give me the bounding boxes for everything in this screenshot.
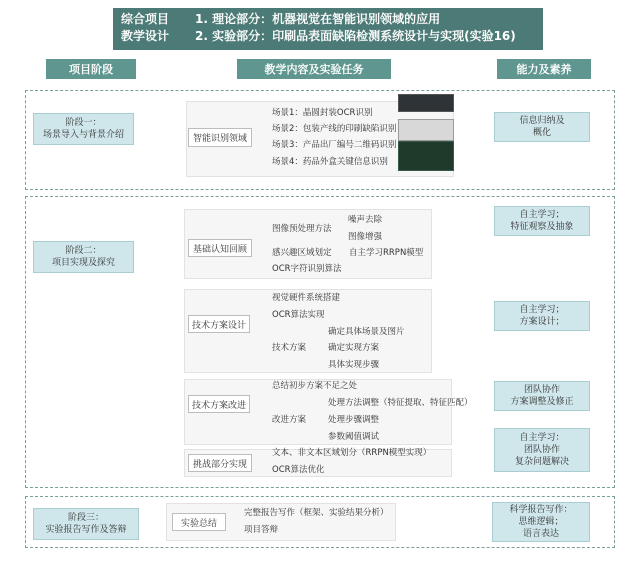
basic-item-preprocess: 图像预处理方法 xyxy=(272,224,332,234)
ability2-line1: 自主学习； xyxy=(519,305,565,315)
stage3-ability-line1: 科学报告写作： xyxy=(509,505,573,515)
scene-2-image xyxy=(398,119,454,141)
improve-item-plan: 改进方案 xyxy=(272,415,307,425)
scene-3: 场景3：产品出厂编号二维码识别 xyxy=(272,140,397,150)
design-item-hardware: 视觉硬件系统搭建 xyxy=(272,293,341,303)
stage3-phase-box xyxy=(33,508,139,540)
header-phase: 项目阶段 xyxy=(46,59,136,79)
stage1-ability-line2: 概化 xyxy=(532,128,551,138)
scene-1: 场景1：晶圆封装OCR识别 xyxy=(272,108,373,118)
stage1-topic-box: 智能识别领域 xyxy=(188,128,252,147)
stage3-item-defense: 项目答辩 xyxy=(244,525,279,535)
design-item-ocr: OCR算法实现 xyxy=(272,310,325,320)
challenge-item-ocr: OCR算法优化 xyxy=(272,465,325,475)
challenge-item-rrpn: 文本、非文本区域划分（RRPN模型实现） xyxy=(272,448,432,458)
basic-item-roi: 感兴趣区域划定 xyxy=(272,248,332,258)
stage2-ability-box-1 xyxy=(494,206,590,236)
design-item-steps: 具体实现步骤 xyxy=(328,360,380,370)
stage3-item-report: 完整报告写作（框架、实验结果分析） xyxy=(244,508,389,518)
stage2-phase-line2: 项目实现及探究 xyxy=(51,258,115,268)
scene-1-image xyxy=(398,94,454,112)
title-key-1: 综合项目 xyxy=(121,12,170,26)
scene-4: 场景4：药品外盒关键信息识别 xyxy=(272,157,388,167)
header-ability: 能力及素养 xyxy=(497,59,591,79)
header-content: 教学内容及实验任务 xyxy=(237,59,391,79)
stage3-phase-line1: 阶段三： xyxy=(67,513,104,523)
stage1-ability-box xyxy=(494,112,590,142)
improve-item-method: 处理方法调整（特征提取、特征匹配） xyxy=(328,398,473,408)
improve-item-steps: 处理步骤调整 xyxy=(328,415,380,425)
scene-3-image xyxy=(398,141,454,171)
stage1-phase-line2: 场景导入与背景介绍 xyxy=(42,130,124,140)
scene-2: 场景2：包装产线的印刷缺陷识别 xyxy=(272,124,397,134)
title-banner xyxy=(113,8,543,50)
stage3-phase-line2: 实验报告写作及答辩 xyxy=(45,525,127,535)
basic-item-ocr: OCR字符识别算法 xyxy=(272,264,342,274)
stage1-phase-box xyxy=(33,113,134,145)
design-topic-box: 技术方案设计 xyxy=(188,315,250,333)
ability3-line1: 团队协作 xyxy=(523,385,560,395)
stage2-ability-box-4 xyxy=(494,428,590,472)
ability1-line2: 特征观察及抽象 xyxy=(510,222,574,232)
stage3-ability-box xyxy=(492,502,590,542)
stage2-ability-box-2 xyxy=(494,301,590,331)
design-item-method: 确定实现方案 xyxy=(328,343,380,353)
challenge-topic-box: 挑战部分实现 xyxy=(188,454,252,472)
stage3-topic-box: 实验总结 xyxy=(172,513,226,531)
ability2-line2: 方案设计； xyxy=(519,317,565,327)
title-text-1: 1. 理论部分：机器视觉在智能识别领域的应用 xyxy=(195,12,441,26)
ability4-line3: 复杂问题解决 xyxy=(514,457,569,467)
improve-topic-box: 技术方案改进 xyxy=(188,395,250,413)
stage3-ability-line3: 语言表达 xyxy=(522,529,559,539)
ability4-line2: 团队协作 xyxy=(523,445,560,455)
basic-item-enhance: 图像增强 xyxy=(348,232,383,242)
stage1-phase-line1: 阶段一： xyxy=(65,118,102,128)
title-key-2: 教学设计 xyxy=(121,29,170,43)
stage2-phase-line1: 阶段二： xyxy=(65,246,102,256)
improve-item-summary: 总结初步方案不足之处 xyxy=(272,381,358,391)
design-item-plan: 技术方案 xyxy=(272,343,307,353)
design-item-scene: 确定具体场景及图片 xyxy=(328,327,405,337)
basic-item-denoise: 噪声去除 xyxy=(348,215,383,225)
title-text-2: 2. 实验部分：印刷品表面缺陷检测系统设计与实现(实验16) xyxy=(195,29,516,43)
stage3-ability-line2: 思维逻辑； xyxy=(518,517,564,527)
basic-topic-box: 基础认知回顾 xyxy=(188,239,252,257)
stage2-phase-box xyxy=(33,241,134,273)
basic-item-rrpn: 自主学习RRPN模型 xyxy=(349,248,424,258)
stage2-ability-box-3 xyxy=(494,381,590,411)
ability1-line1: 自主学习； xyxy=(519,210,565,220)
improve-item-params: 参数阈值调试 xyxy=(328,432,380,442)
ability3-line2: 方案调整及修正 xyxy=(510,397,574,407)
stage1-ability-line1: 信息归纳及 xyxy=(519,116,565,126)
ability4-line1: 自主学习： xyxy=(519,433,565,443)
